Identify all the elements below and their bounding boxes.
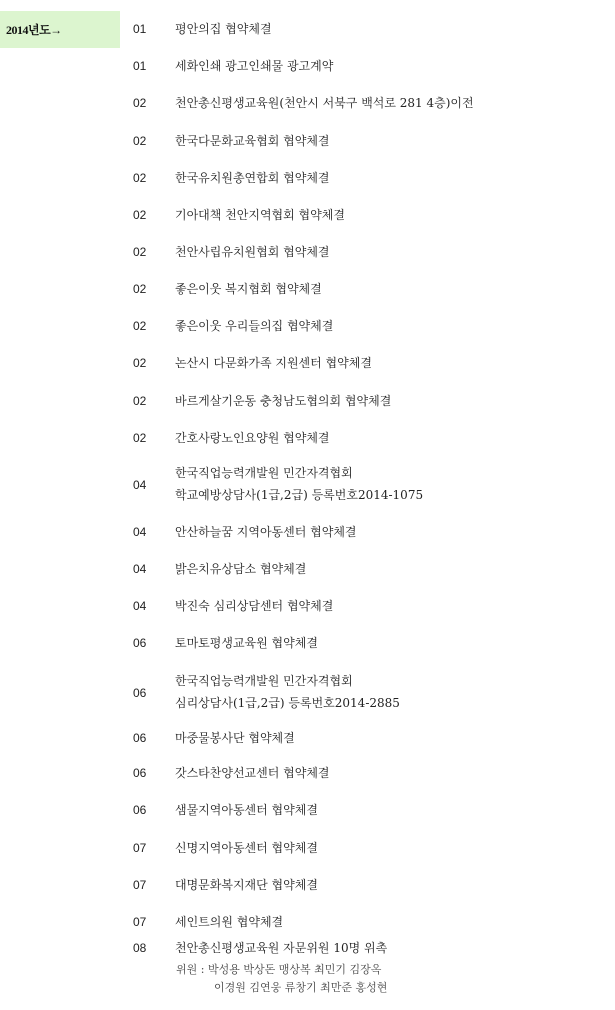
event-line: 샘물지역아동센터 협약체결 (175, 803, 318, 817)
event-text (175, 130, 605, 152)
event-text (175, 55, 605, 77)
event-line: 신명지역아동센터 협약체결 (175, 841, 318, 855)
month-label: 02 (133, 431, 147, 445)
committee-line-2: 이경원 김연웅 류창기 최만준 홍성현 (214, 981, 388, 994)
event-line: 토마토평생교육원 협약체결 (175, 636, 318, 650)
event-text (175, 427, 605, 449)
event-line: 한국유치원총연합회 협약체결 (175, 171, 330, 185)
month-label: 02 (133, 134, 147, 148)
event-text (175, 92, 605, 114)
event-text (175, 937, 605, 959)
event-line: 논산시 다문화가족 지원센터 협약체결 (175, 356, 372, 370)
month-label: 02 (133, 319, 147, 333)
event-line: 평안의집 협약체결 (175, 22, 272, 36)
month-label: 02 (133, 245, 147, 259)
event-line: 세인트의원 협약체결 (175, 915, 284, 929)
event-line: 기아대책 천안지역협회 협약체결 (175, 208, 345, 222)
month-label: 02 (133, 394, 147, 408)
event-text (175, 670, 605, 714)
event-text (175, 911, 605, 933)
event-text (175, 632, 605, 654)
event-line: 학교예방상담사(1급,2급) 등록번호2014-1075 (175, 488, 424, 502)
event-line: 박진숙 심리상담센터 협약체결 (175, 599, 334, 613)
month-label: 07 (133, 841, 147, 855)
month-label: 02 (133, 356, 147, 370)
year-label: 2014년도→ (0, 11, 120, 48)
event-line: 심리상담사(1급,2급) 등록번호2014-2885 (175, 696, 400, 710)
month-label: 04 (133, 478, 147, 492)
event-text (175, 521, 605, 543)
month-label: 04 (133, 562, 147, 576)
month-label: 02 (133, 171, 147, 185)
event-line: 안산하늘꿈 지역아동센터 협약체결 (175, 525, 357, 539)
event-text (175, 462, 605, 506)
event-line: 한국직업능력개발원 민간자격협회 (175, 466, 353, 480)
month-label: 04 (133, 599, 147, 613)
month-label: 06 (133, 766, 147, 780)
month-label: 02 (133, 96, 147, 110)
event-text (175, 837, 605, 859)
month-label: 08 (133, 941, 147, 955)
event-line: 한국다문화교육협회 협약체결 (175, 134, 330, 148)
month-label: 07 (133, 915, 147, 929)
event-line: 천안총신평생교육원(천안시 서북구 백석로 281 4층)이전 (175, 96, 474, 110)
month-label: 02 (133, 282, 147, 296)
event-line: 갓스타찬양선교센터 협약체결 (175, 766, 330, 780)
event-text (175, 390, 605, 412)
event-text (175, 18, 605, 40)
event-line: 밝은치유상담소 협약체결 (175, 562, 307, 576)
event-text (175, 727, 605, 749)
event-line: 한국직업능력개발원 민간자격협회 (175, 674, 353, 688)
month-label: 06 (133, 686, 147, 700)
event-text (175, 315, 605, 337)
event-line: 좋은이웃 우리들의집 협약체결 (175, 319, 334, 333)
event-line: 천안사립유치원협회 협약체결 (175, 245, 330, 259)
event-line: 대명문화복지재단 협약체결 (175, 878, 318, 892)
event-text (175, 352, 605, 374)
committee-line-1: 위원 : 박성용 박상돈 맹상복 최민기 김장옥 (176, 963, 382, 976)
event-line: 세화인쇄 광고인쇄물 광고계약 (175, 59, 334, 73)
month-label: 04 (133, 525, 147, 539)
event-line: 간호사랑노인요양원 협약체결 (175, 431, 330, 445)
committee-members (176, 961, 596, 997)
month-label: 01 (133, 59, 147, 73)
event-line: 좋은이웃 복지협회 협약체결 (175, 282, 322, 296)
event-text (175, 241, 605, 263)
event-text (175, 278, 605, 300)
event-text (175, 874, 605, 896)
event-text (175, 595, 605, 617)
month-label: 06 (133, 803, 147, 817)
month-label: 01 (133, 22, 147, 36)
event-text (175, 167, 605, 189)
event-text (175, 762, 605, 784)
event-line: 마중물봉사단 협약체결 (175, 731, 295, 745)
month-label: 06 (133, 731, 147, 745)
event-line: 천안총신평생교육원 자문위원 10명 위촉 (175, 941, 388, 955)
event-text (175, 799, 605, 821)
event-text (175, 204, 605, 226)
event-line: 바르게살기운동 충청남도협의회 협약체결 (175, 394, 392, 408)
month-label: 02 (133, 208, 147, 222)
event-text (175, 558, 605, 580)
month-label: 06 (133, 636, 147, 650)
month-label: 07 (133, 878, 147, 892)
